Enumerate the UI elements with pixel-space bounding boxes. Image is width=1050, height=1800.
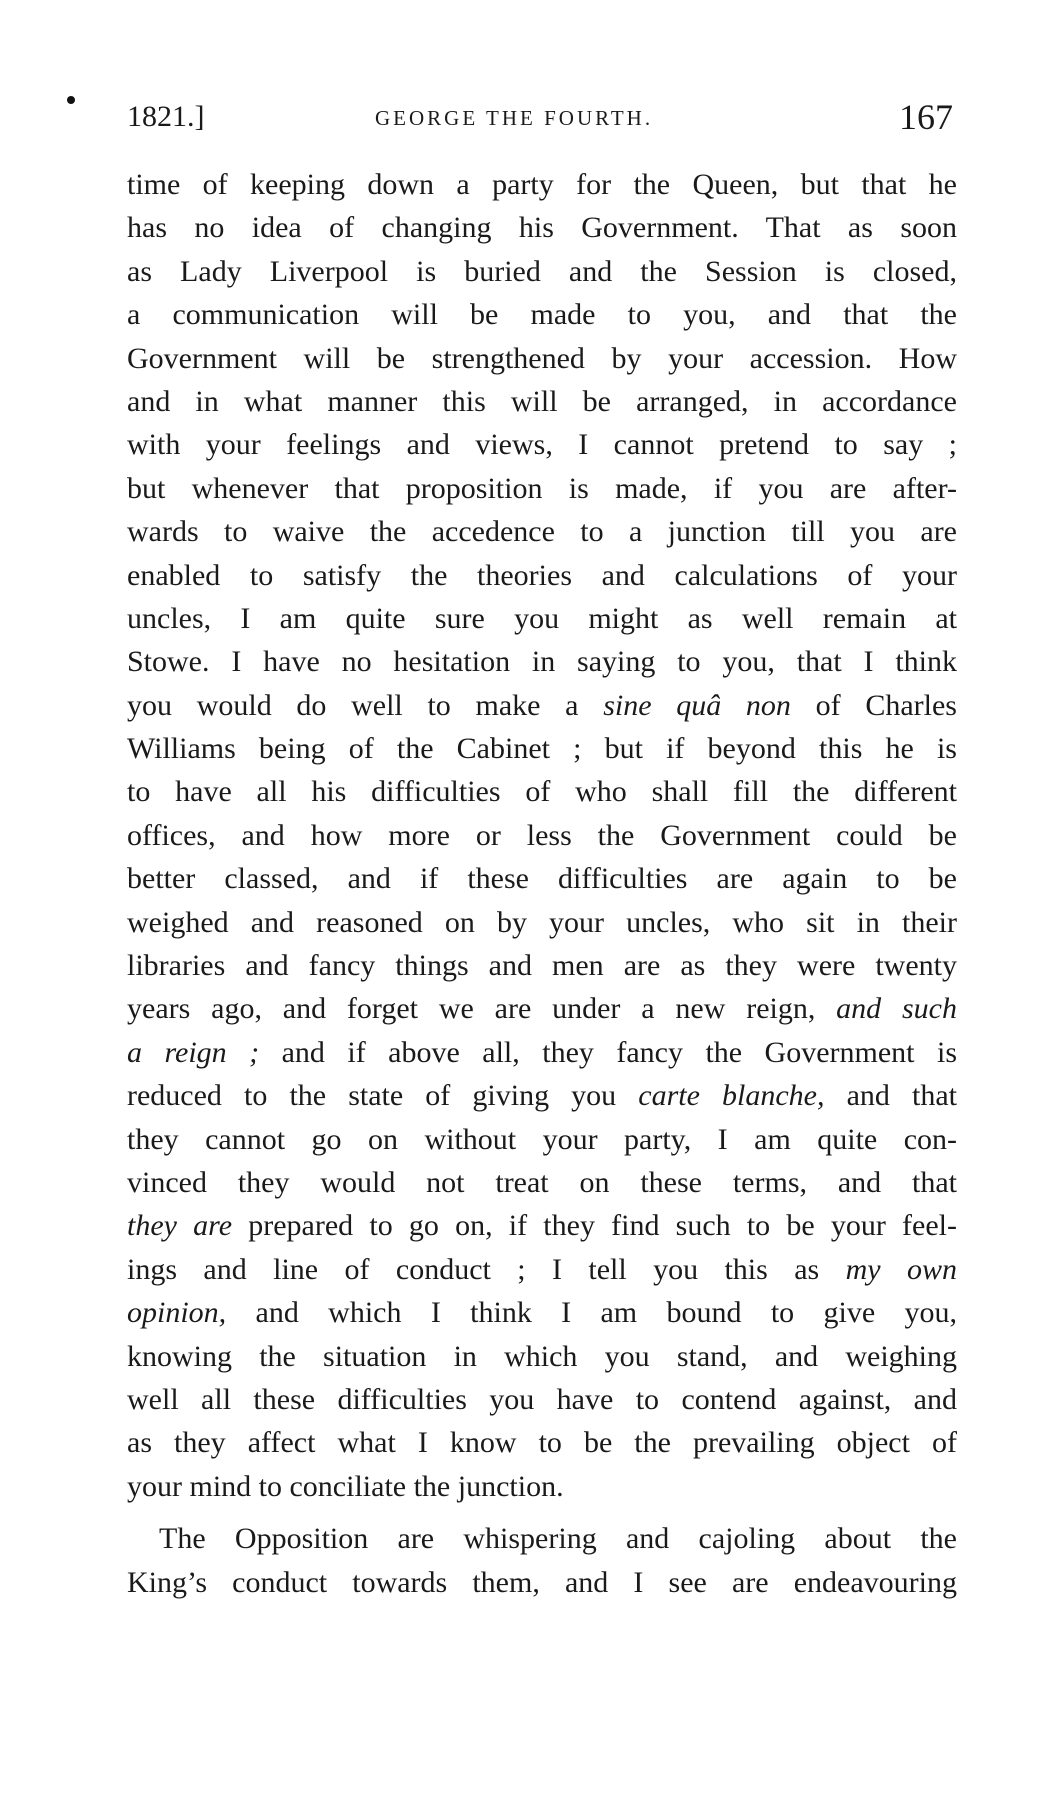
running-head — [127, 96, 955, 140]
italic-text: and such — [836, 992, 957, 1026]
text-run: of Charles — [790, 688, 957, 722]
text-line: your mind to conciliate the junction. — [127, 1469, 564, 1503]
text-run: and that — [824, 1079, 958, 1113]
running-head-title: GEORGE THE FOURTH. — [375, 106, 654, 130]
text-line: Stowe. I have no hesitation in saying to you, that I think — [127, 645, 957, 679]
text-run: years ago, and forget we are under a new reign, — [127, 992, 837, 1026]
text-line: well all these difficulties you have to contend against, and — [127, 1382, 957, 1416]
italic-text: sine quâ non — [603, 688, 791, 722]
text-line: offices, and how more or less the Government could be — [127, 818, 957, 852]
text-line: vinced they would not treat on these terms, and that — [127, 1165, 957, 1199]
text-line: The Opposition are whispering and cajoling about the — [159, 1522, 957, 1556]
text-line: has no idea of changing his Government. That as soon — [127, 211, 957, 245]
text-line — [127, 1031, 957, 1074]
italic-text: opinion, — [127, 1296, 227, 1330]
text-line: King’s conduct towards them, and I see are endeavouring — [127, 1565, 957, 1599]
text-run: reduced to the state of giving you — [127, 1079, 639, 1113]
body-text — [127, 163, 957, 1604]
text-line: but whenever that proposition is made, if you are after- — [127, 471, 957, 505]
italic-text: they are — [127, 1209, 233, 1243]
text-line: weighed and reasoned on by your uncles, who sit in their — [127, 905, 957, 939]
text-line — [127, 987, 957, 1030]
text-line: with your feelings and views, I cannot pretend to say ; — [127, 428, 957, 462]
text-line: as they affect what I know to be the prevailing object of — [127, 1426, 957, 1460]
running-head-year: 1821.] — [127, 100, 205, 133]
margin-dot — [67, 96, 75, 104]
text-run: and if above all, they fancy the Government is — [259, 1035, 957, 1069]
text-line: and in what manner this will be arranged, in accordance — [127, 384, 957, 418]
paragraph-gap — [127, 1508, 957, 1517]
text-run: ings and line of conduct ; I tell you this as — [127, 1252, 846, 1286]
text-line: knowing the situation in which you stand, and weighing — [127, 1339, 957, 1373]
paragraph-2 — [127, 1517, 957, 1604]
text-line: Government will be strengthened by your accession. How — [127, 341, 957, 375]
text-line: better classed, and if these difficulties are again to be — [127, 862, 957, 896]
italic-text: my own — [845, 1252, 957, 1286]
text-line: enabled to satisfy the theories and calculations of your — [127, 558, 957, 592]
text-line — [127, 1248, 957, 1291]
text-line: uncles, I am quite sure you might as well remain at — [127, 601, 957, 635]
text-run: you would do well to make a — [127, 688, 604, 722]
text-line: they cannot go on without your party, I am quite con- — [127, 1122, 957, 1156]
text-line: libraries and fancy things and men are as they were twenty — [127, 949, 957, 983]
italic-text: carte blanche, — [638, 1079, 825, 1113]
italic-text: a reign ; — [127, 1035, 260, 1069]
page-number: 167 — [899, 97, 953, 137]
text-line: to have all his difficulties of who shall fill the different — [127, 775, 957, 809]
text-line — [127, 684, 957, 727]
text-line: as Lady Liverpool is buried and the Session is closed, — [127, 254, 957, 288]
text-line: wards to waive the accedence to a junction till you are — [127, 515, 957, 549]
paragraph-1 — [127, 163, 957, 1508]
text-line: time of keeping down a party for the Queen, but that he — [127, 168, 957, 201]
text-run: prepared to go on, if they find such to be your feel- — [232, 1209, 958, 1243]
text-run: and which I think I am bound to give you, — [226, 1296, 957, 1330]
text-line — [127, 1074, 957, 1117]
text-line: a communication will be made to you, and that the — [127, 298, 957, 332]
text-line — [127, 1291, 957, 1334]
text-line — [127, 1204, 957, 1247]
text-line: Williams being of the Cabinet ; but if beyond this he is — [127, 732, 957, 766]
